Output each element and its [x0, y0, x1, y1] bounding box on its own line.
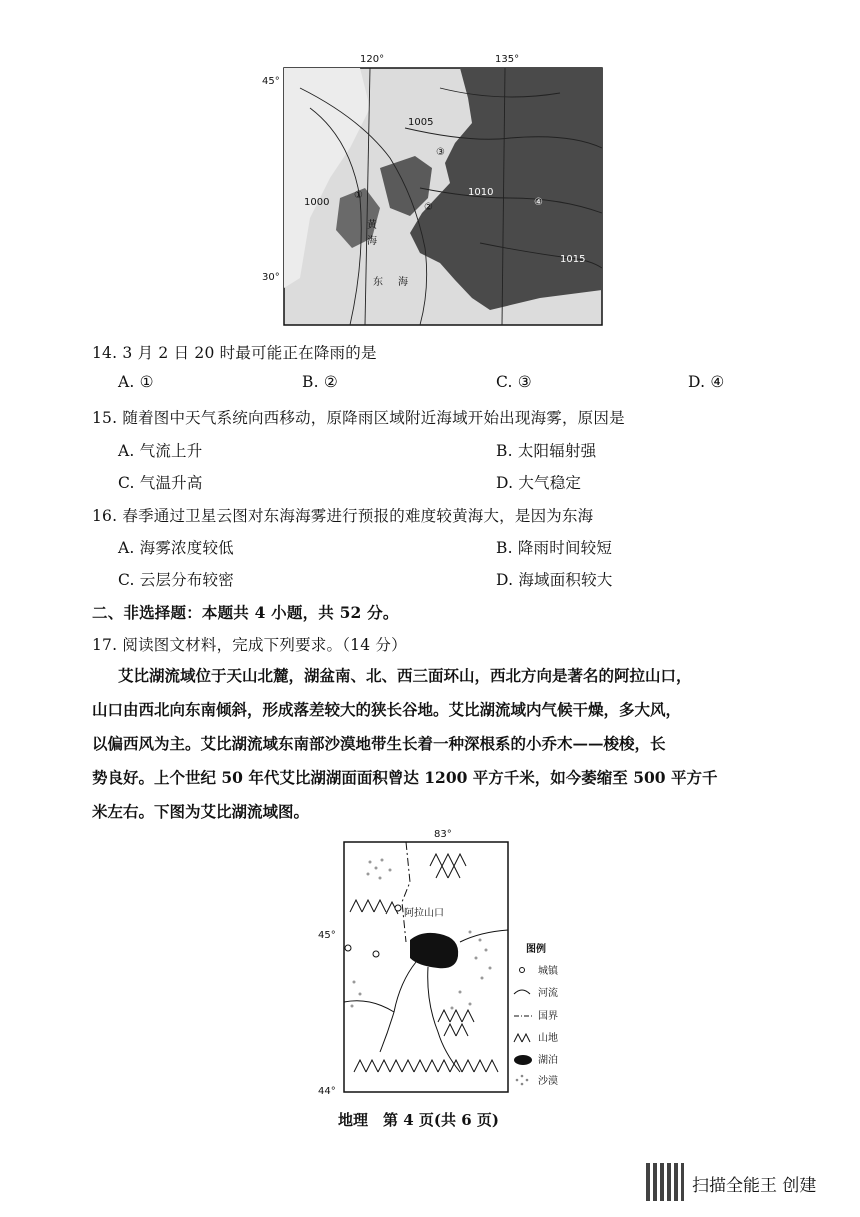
question-16-option-b: B. 降雨时间较短: [496, 539, 613, 557]
sea-label-yellow-2: 海: [367, 236, 377, 247]
ebinur-basin-map: [310, 822, 580, 1100]
legend-desert: 沙漠: [538, 1076, 558, 1087]
lat-label-30: 30°: [262, 272, 280, 283]
river-legend-icon: [514, 990, 530, 994]
question-15-option-d: D. 大气稳定: [496, 474, 582, 492]
desert-legend-icon: [516, 1075, 529, 1086]
question-15-option-c: C. 气温升高: [118, 474, 203, 492]
question-15-option-b: B. 太阳辐射强: [496, 442, 597, 460]
point-1: ①: [354, 190, 363, 201]
lon-label-83: 83°: [434, 829, 452, 840]
isobar-label-1015: 1015: [560, 254, 586, 265]
isobar-label-1010: 1010: [468, 187, 494, 198]
page-footer: 地理 第 4 页(共 6 页): [338, 1111, 499, 1129]
legend-border: 国界: [538, 1011, 558, 1022]
question-17-line-5: 米左右。下图为艾比湖流域图。: [92, 802, 310, 821]
point-2: ②: [424, 202, 433, 213]
question-16-option-a: A. 海雾浓度较低: [118, 539, 234, 557]
scanner-brand: 扫描全能王 创建: [692, 1176, 817, 1196]
point-4: ④: [534, 197, 543, 208]
question-17-stem: 17. 阅读图文材料，完成下列要求。（14 分）: [92, 636, 407, 654]
question-14-option-c: C. ③: [496, 373, 532, 391]
lat-label-45: 45°: [262, 76, 280, 87]
town-legend-icon: [520, 968, 525, 973]
question-14-stem: 14. 3 月 2 日 20 时最可能正在降雨的是: [92, 344, 377, 362]
question-16-option-c: C. 云层分布较密: [118, 571, 234, 589]
question-14-option-b: B. ②: [302, 373, 338, 391]
legend-river: 河流: [538, 988, 558, 999]
weather-map: [240, 48, 620, 330]
question-17-line-1: 艾比湖流域位于天山北麓，湖盆南、北、西三面环山，西北方向是著名的阿拉山口，: [118, 666, 692, 685]
isobar-label-1000: 1000: [304, 197, 330, 208]
legend-title: 图例: [526, 944, 546, 955]
mountain-legend-icon: [514, 1034, 530, 1042]
lake-legend-icon: [514, 1055, 532, 1065]
question-16-option-d: D. 海域面积较大: [496, 571, 613, 589]
question-14-option-d: D. ④: [688, 373, 725, 391]
sea-label-east-2: 海: [398, 277, 408, 288]
lat-label-44: 44°: [318, 1086, 336, 1097]
alashankou-label: 阿拉山口: [404, 908, 444, 919]
question-16-stem: 16. 春季通过卫星云图对东海海雾进行预报的难度较黄海大，是因为东海: [92, 507, 594, 525]
legend-town: 城镇: [538, 966, 558, 977]
legend-lake: 湖泊: [538, 1055, 558, 1066]
isobar-label-1005: 1005: [408, 117, 434, 128]
section-2-heading: 二、非选择题：本题共 4 小题，共 52 分。: [92, 603, 399, 622]
sea-label-east-1: 东: [373, 277, 383, 288]
question-15-option-a: A. 气流上升: [118, 442, 203, 460]
legend-mountain: 山地: [538, 1033, 558, 1044]
sea-label-yellow-1: 黄: [367, 220, 377, 231]
question-17-line-4: 势良好。上个世纪 50 年代艾比湖湖面面积曾达 1200 平方千米，如今萎缩至 500 平方千: [92, 768, 718, 787]
lon-label-120: 120°: [360, 54, 385, 65]
lon-label-135: 135°: [495, 54, 520, 65]
point-3: ③: [436, 147, 445, 158]
question-17-line-2: 山口由西北向东南倾斜，形成落差较大的狭长谷地。艾比湖流域内气候干燥，多大风，: [92, 700, 682, 719]
qr-code-icon: [646, 1163, 684, 1201]
question-14-option-a: A. ①: [118, 373, 154, 391]
question-15-stem: 15. 随着图中天气系统向西移动，原降雨区域附近海域开始出现海雾，原因是: [92, 409, 625, 427]
lat-label-45-map2: 45°: [318, 930, 336, 941]
question-17-line-3: 以偏西风为主。艾比湖流域东南部沙漠地带生长着一种深根系的小乔木——梭梭，长: [92, 734, 666, 753]
